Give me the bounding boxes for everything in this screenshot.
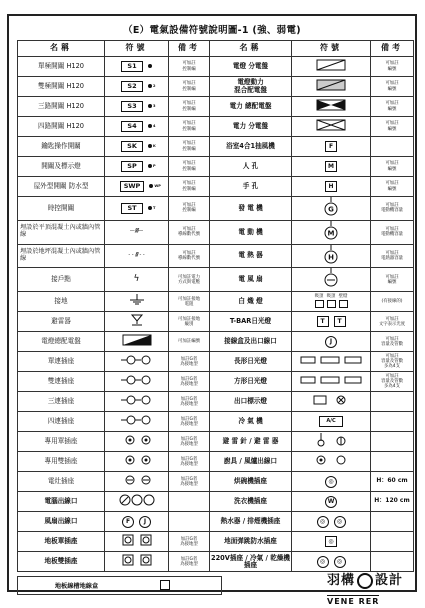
left-item-name: 地板雙插座: [18, 552, 105, 572]
incandescent-icons: 吸頂 吸頂 壁燈: [292, 295, 370, 308]
right-item-symbol: [292, 177, 371, 197]
left-item-note: [169, 492, 210, 512]
right-item-symbol: [292, 268, 371, 292]
left-item-symbol: SK K: [105, 137, 169, 157]
legend-row: [18, 332, 414, 352]
right-item-symbol: [292, 77, 371, 97]
left-item-note: [169, 512, 210, 532]
legend-row: [18, 220, 414, 244]
switch-code: S1: [121, 61, 143, 72]
lighting-panel-icon: [316, 59, 346, 71]
right-item-note: [371, 532, 414, 552]
equipment-icon: [324, 197, 338, 217]
left-item-name: 三路開關 H120: [18, 97, 105, 117]
right-item-symbol: [292, 137, 371, 157]
legend-row: [18, 532, 414, 552]
left-item-symbol: [105, 492, 169, 512]
right-item-name: 電 動 機: [210, 220, 292, 244]
right-item-note: 可加註 編號: [371, 157, 414, 177]
header-symbol-2: 符號: [292, 41, 371, 57]
svg-text:M: M: [327, 229, 335, 238]
left-item-note: 加註G者 為接地型: [169, 392, 210, 412]
right-item-name: 電燈 分電盤: [210, 57, 292, 77]
right-item-name: 接線盒及出口線口: [210, 332, 292, 352]
switch-code: S4: [121, 121, 143, 132]
right-item-note: 可加註 編號: [371, 177, 414, 197]
right-item-name: 電力 分電盤: [210, 117, 292, 137]
left-item-symbol: [105, 412, 169, 432]
ground-icon: [127, 294, 147, 306]
switch-code: ST: [121, 203, 143, 214]
left-item-symbol: [105, 532, 169, 552]
legend-row: [18, 432, 414, 452]
left-item-note: 可加註編號: [169, 332, 210, 352]
right-item-symbol: [292, 492, 371, 512]
right-item-note: [371, 432, 414, 452]
left-item-symbol: SWP WP: [105, 177, 169, 197]
right-item-note: 可加註 編號: [371, 57, 414, 77]
floor-receptacle-icon: [117, 554, 157, 566]
receptacle-icon: [119, 375, 155, 385]
left-item-symbol: [105, 312, 169, 332]
right-item-name: 電力 總配電盤: [210, 97, 292, 117]
right-item-note: [371, 392, 414, 412]
legend-row: [18, 157, 414, 177]
bottom-name: 地板線槽地線盒: [54, 583, 99, 590]
right-item-name: 電燈動力 混合配電盤: [210, 77, 292, 97]
right-item-symbol: [292, 292, 371, 312]
left-item-name: 四路開關 H120: [18, 117, 105, 137]
legend-row: [18, 492, 414, 512]
left-item-name: 雙連插座: [18, 372, 105, 392]
fluorescent-icon: [299, 355, 363, 365]
box-letter-icon: H: [325, 181, 337, 192]
dedicated-receptacle-icon: [119, 455, 155, 465]
washer-icon: W: [325, 496, 337, 508]
right-item-name: 洗衣機插座: [210, 492, 292, 512]
right-item-note: 可加註 電熱器容量: [371, 244, 414, 268]
right-item-name: 地面弹跳防水插座: [210, 532, 292, 552]
left-item-note: 可加註電力 方式與電壓: [169, 268, 210, 292]
right-item-note: 可加註 編號: [371, 117, 414, 137]
right-item-name: 烘碗機插座: [210, 472, 292, 492]
left-item-note: 加註G者 為接地型: [169, 412, 210, 432]
left-item-note: 加註G者 為接地型: [169, 372, 210, 392]
left-item-name: 埋設於地坪混凝土內或牆內管線: [18, 244, 105, 268]
left-item-name: 鑰匙操作開關: [18, 137, 105, 157]
left-item-note: 加註G者 為接地型: [169, 472, 210, 492]
right-item-name: 人 孔: [210, 157, 292, 177]
right-item-name: 電 風 扇: [210, 268, 292, 292]
left-item-symbol: [105, 552, 169, 572]
mixed-panel-icon: [316, 79, 346, 91]
main-panel-icon: [122, 334, 152, 346]
box-letter-icon: M: [325, 161, 337, 172]
left-item-name: 開關及標示燈: [18, 157, 105, 177]
right-item-symbol: [292, 312, 371, 332]
legend-row: [18, 177, 414, 197]
floor-box-icon: [135, 580, 195, 592]
left-item-symbol: F J: [105, 512, 169, 532]
legend-row: [18, 372, 414, 392]
left-item-symbol: S2 2: [105, 77, 169, 97]
left-item-symbol: [105, 372, 169, 392]
left-item-note: 可加註接地 級別: [169, 312, 210, 332]
left-item-name: 電灶插座: [18, 472, 105, 492]
right-item-note: H：120 cm: [371, 492, 414, 512]
legend-row: [18, 197, 414, 221]
svg-text:H: H: [328, 253, 334, 262]
floor-receptacle-icon: [117, 534, 157, 546]
left-item-note: 可加註 控制編: [169, 57, 210, 77]
right-item-symbol: [292, 220, 371, 244]
header-note: 備考: [169, 41, 210, 57]
header-note-2: 備考: [371, 41, 414, 57]
logo-text-3: VENE RER: [327, 596, 380, 606]
power-sub-panel-icon: [316, 119, 346, 131]
right-item-note: [371, 452, 414, 472]
equipment-icon: [324, 221, 338, 241]
legend-row: [18, 77, 414, 97]
bottom-row: [17, 576, 222, 595]
legend-row: [18, 97, 414, 117]
legend-row: [18, 512, 414, 532]
left-item-name: 單連插座: [18, 352, 105, 372]
left-item-note: 可加註 控制編: [169, 137, 210, 157]
right-item-name: 手 孔: [210, 177, 292, 197]
right-item-symbol: [292, 117, 371, 137]
right-item-symbol: [292, 392, 371, 412]
right-item-note: 可加註 編號: [371, 97, 414, 117]
left-item-symbol: [105, 472, 169, 492]
exit-sign-icon: [311, 394, 351, 406]
header-name: 名稱: [18, 41, 105, 57]
right-item-note: 可加註 編號: [371, 77, 414, 97]
right-item-note: H：60 cm: [371, 472, 414, 492]
legend-row: [18, 352, 414, 372]
right-item-name: 冷 氣 機: [210, 412, 292, 432]
left-item-note: 加註G者 為接地型: [169, 452, 210, 472]
right-item-symbol: [292, 412, 371, 432]
left-item-note: 可加註 控制編: [169, 177, 210, 197]
right-item-name: T-BAR日光燈: [210, 312, 292, 332]
svg-text:G: G: [328, 205, 334, 214]
logo-text-1: 羽構: [327, 573, 356, 588]
right-item-symbol: [292, 432, 371, 452]
left-item-name: 電燈總配電盤: [18, 332, 105, 352]
legend-row: [18, 292, 414, 312]
left-item-note: 可加註 控制編: [169, 97, 210, 117]
legend-row: [18, 392, 414, 412]
left-item-name: 單極開關 H120: [18, 57, 105, 77]
legend-row: [18, 312, 414, 332]
right-item-name: 廚具 / 風爐出線口: [210, 452, 292, 472]
left-item-symbol: [105, 352, 169, 372]
left-item-symbol: —/////—: [105, 220, 169, 244]
logo-text-2: 設計: [375, 573, 404, 588]
right-item-note: 可加註 文字表示光度: [371, 312, 414, 332]
right-item-name: 發 電 機: [210, 197, 292, 221]
left-item-note: 可加註 控制編: [169, 77, 210, 97]
arrester-icon: [127, 314, 147, 327]
left-item-note: 加註G者 為接地型: [169, 552, 210, 572]
right-item-name: 電 熱 器: [210, 244, 292, 268]
dedicated-receptacle-icon: [119, 435, 155, 445]
power-main-panel-icon: [316, 99, 346, 111]
legend-row: [18, 137, 414, 157]
right-item-symbol: [292, 372, 371, 392]
left-item-name: 三連插座: [18, 392, 105, 412]
left-item-symbol: ST T: [105, 197, 169, 221]
fan-icon: [324, 268, 338, 288]
right-item-name: 220V插座 / 冷氣 / 乾燥機插座: [210, 552, 292, 572]
legend-sheet: [7, 14, 417, 606]
left-item-symbol: [105, 57, 169, 77]
left-item-name: 四連插座: [18, 412, 105, 432]
receptacle-icon: [119, 415, 155, 425]
legend-row: [18, 472, 414, 492]
ac-icon: A/C: [319, 416, 343, 427]
fluorescent-icon: [299, 375, 363, 385]
right-item-note: [371, 412, 414, 432]
left-item-note: 可加註接地 電阻: [169, 292, 210, 312]
dish-dryer-icon: ◎: [325, 476, 337, 488]
header-row: [18, 41, 414, 57]
left-item-note: 可加註 導線數代號: [169, 220, 210, 244]
switch-code: SK: [121, 141, 143, 152]
left-item-name: 接地: [18, 292, 105, 312]
switch-code: SWP: [120, 181, 145, 192]
sheet-title: （E）電氣設備符號說明圖-1 (強、弱電): [123, 25, 301, 36]
right-item-note: 可加註 容量及管數: [371, 332, 414, 352]
heater-outlet-icon: ◎ ◎: [292, 516, 370, 528]
floor-waterproof-icon: ◎: [325, 536, 337, 547]
header-symbol: 符號: [105, 41, 169, 57]
right-item-symbol: [292, 512, 371, 532]
right-item-symbol: [292, 532, 371, 552]
box-letter-icon: F: [325, 141, 337, 152]
left-item-name: 專用雙插座: [18, 452, 105, 472]
symbol-legend-table: [17, 40, 414, 572]
right-item-note: 可加註 電動機容量: [371, 220, 414, 244]
junction-box-icon: J: [325, 336, 337, 348]
right-item-symbol: [292, 332, 371, 352]
switch-code: SP: [121, 161, 143, 172]
right-item-note: 可加註 容量及管數 多為4支: [371, 352, 414, 372]
header-name-2: 名稱: [210, 41, 292, 57]
left-item-name: 地板單插座: [18, 532, 105, 552]
receptacle-icon: [119, 395, 155, 405]
lightning-rod-icon: [311, 433, 351, 447]
left-item-name: 時控開關: [18, 197, 105, 221]
legend-row: [18, 117, 414, 137]
legend-row: [18, 57, 414, 77]
right-item-note: 可加註 容量及管數 多為4支: [371, 372, 414, 392]
receptacle-icon: [119, 355, 155, 365]
left-item-name: 埋設於平頂混凝土內或牆內管線: [18, 220, 105, 244]
right-item-name: 浴室4合1抽風機: [210, 137, 292, 157]
switch-code: S3: [121, 101, 143, 112]
right-item-symbol: [292, 57, 371, 77]
company-logo: [327, 569, 419, 606]
right-item-name: 長形日光燈: [210, 352, 292, 372]
right-item-name: 熱水器 / 排煙機插座: [210, 512, 292, 532]
left-item-symbol: [105, 392, 169, 412]
left-item-symbol: - - //// - -: [105, 244, 169, 268]
right-item-name: 出口標示燈: [210, 392, 292, 412]
left-item-symbol: [105, 432, 169, 452]
range-receptacle-icon: [119, 475, 155, 485]
right-item-note: [371, 512, 414, 532]
left-item-symbol: [105, 292, 169, 312]
right-item-note: [371, 137, 414, 157]
switch-code: S2: [121, 81, 143, 92]
left-item-name: 屋外型開關 防水型: [18, 177, 105, 197]
left-item-note: 加註G者 為接地型: [169, 532, 210, 552]
kitchen-outlet-icon: [311, 454, 351, 466]
left-item-note: 可加註 導線數代號: [169, 244, 210, 268]
left-item-symbol: [105, 452, 169, 472]
left-item-name: 接戶點: [18, 268, 105, 292]
right-item-note: (有接線的): [371, 292, 414, 312]
right-item-symbol: [292, 97, 371, 117]
right-item-name: 白 熾 燈: [210, 292, 292, 312]
right-item-symbol: [292, 157, 371, 177]
right-item-note: 可加註 編號: [371, 268, 414, 292]
left-item-name: 專用單插座: [18, 432, 105, 452]
left-item-name: 風扇出線口: [18, 512, 105, 532]
tbar-light-icon: T T: [292, 316, 370, 327]
left-item-symbol: [105, 332, 169, 352]
left-item-note: 加註G者 為接地型: [169, 352, 210, 372]
right-item-symbol: [292, 472, 371, 492]
left-item-symbol: S3 3: [105, 97, 169, 117]
equipment-icon: [324, 245, 338, 265]
legend-row: [18, 452, 414, 472]
left-item-name: 避雷器: [18, 312, 105, 332]
right-item-name: 避 雷 針 / 避 雷 器: [210, 432, 292, 452]
right-item-symbol: [292, 452, 371, 472]
service-point-icon: ϟ: [133, 273, 140, 284]
left-item-note: 可加註 控制編: [169, 197, 210, 221]
left-item-name: 電腦出線口: [18, 492, 105, 512]
fan-outlet-icon: F: [122, 516, 134, 528]
left-item-symbol: [105, 268, 169, 292]
right-item-name: 方形日光燈: [210, 372, 292, 392]
right-item-note: 可加註 電動機容量: [371, 197, 414, 221]
220v-outlet-icon: ◎ ◎: [292, 556, 370, 568]
left-item-name: 雙極開關 H120: [18, 77, 105, 97]
left-item-note: 可加註 控制編: [169, 117, 210, 137]
left-item-note: 可加註 控制編: [169, 157, 210, 177]
left-item-symbol: SP P: [105, 157, 169, 177]
right-item-symbol: [292, 244, 371, 268]
legend-row: [18, 412, 414, 432]
legend-row: [18, 268, 414, 292]
right-item-symbol: [292, 352, 371, 372]
left-item-note: 加註G者 為接地型: [169, 432, 210, 452]
computer-outlet-icon: [117, 494, 157, 506]
left-item-symbol: S4 4: [105, 117, 169, 137]
legend-row: [18, 244, 414, 268]
right-item-symbol: [292, 197, 371, 221]
